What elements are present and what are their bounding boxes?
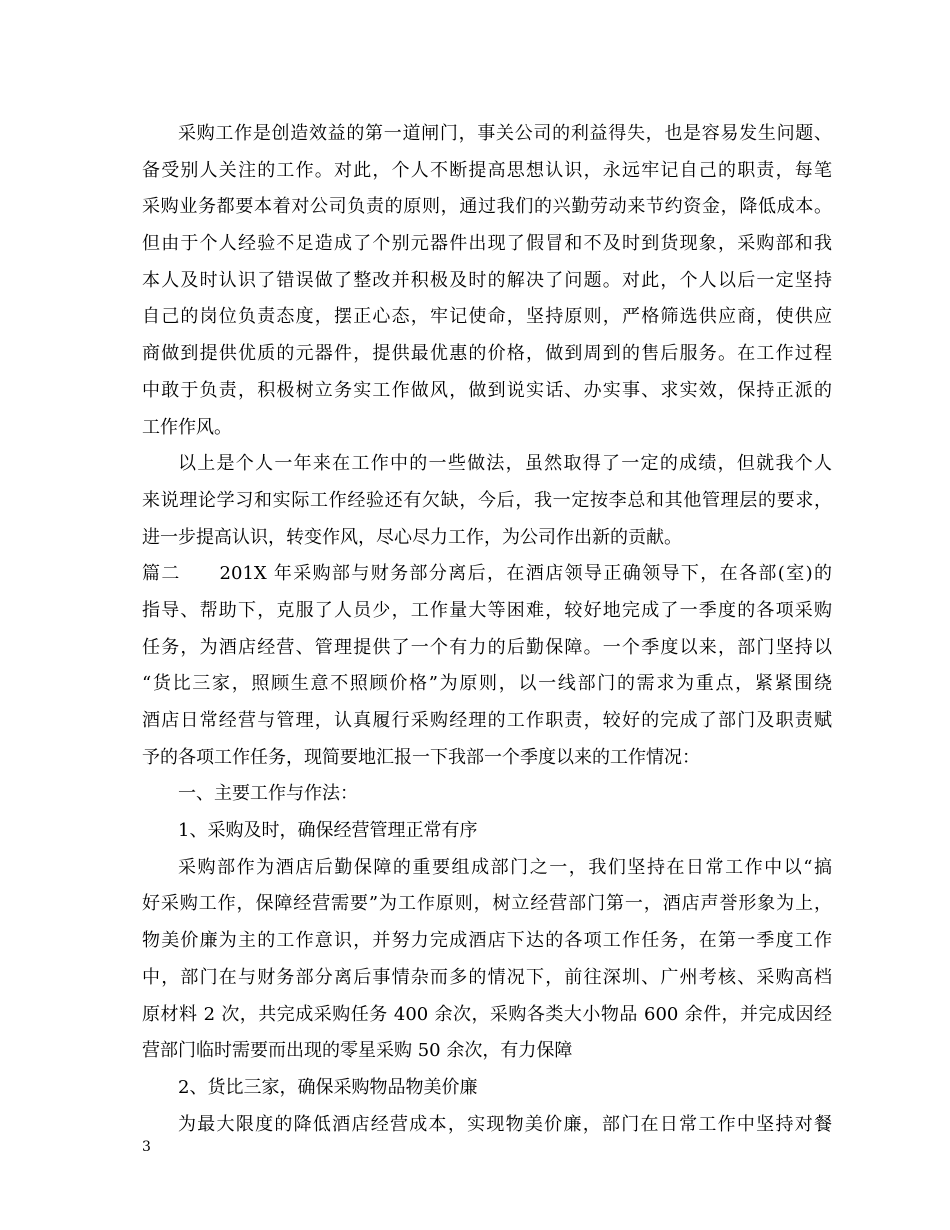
text-line: 好采购工作，保障经营需要”为工作原则，树立经营部门第一，酒店声誉形象为上， [142,893,832,915]
text-line: 工作作风。 [142,416,232,438]
text-line: 1、采购及时，确保经营管理正常有序 [178,820,478,842]
text-line: 以上是个人一年来在工作中的一些做法，虽然取得了一定的成绩，但就我个人 [178,453,832,475]
text-line: 本人及时认识了错误做了整改并积极及时的解决了问题。对此，个人以后一定坚持 [142,269,832,291]
text-line: 原材料 2 次，共完成采购任务 400 余次，采购各类大小物品 600 余件，并完成因经 [142,1003,832,1025]
text-line: 中，部门在与财务部分离后事情杂而多的情况下，前往深圳、广州考核、采购高档 [142,966,832,988]
text-line: 进一步提高认识，转变作风，尽心尽力工作，为公司作出新的贡献。 [142,526,682,548]
body-text [142,116,832,1143]
text-line: 采购部作为酒店后勤保障的重要组成部门之一，我们坚持在日常工作中以“搞 [178,856,832,878]
text-line: 来说理论学习和实际工作经验还有欠缺，今后，我一定按李总和其他管理层的要求， [142,489,832,511]
text-line: 营部门临时需要而出现的零星采购 50 余次，有力保障 [142,1040,573,1062]
text-line: 2、货比三家，确保采购物品物美价廉 [178,1076,478,1098]
page-number: 3 [142,1139,151,1155]
text-line: 篇二 201X 年采购部与财务部分离后，在酒店领导正确领导下，在各部(室)的 [142,563,832,585]
text-line: 一、主要工作与作法： [178,783,358,805]
text-line: 物美价廉为主的工作意识，并努力完成酒店下达的各项工作任务，在第一季度工作 [142,930,832,952]
text-line: 但由于个人经验不足造成了个别元器件出现了假冒和不及时到货现象，采购部和我 [142,233,832,255]
text-line: 采购工作是创造效益的第一道闸门，事关公司的利益得失，也是容易发生问题、 [178,123,832,144]
text-line: 指导、帮助下，克服了人员少，工作量大等困难，较好地完成了一季度的各项采购 [142,599,832,621]
text-line: 商做到提供优质的元器件，提供最优惠的价格，做到周到的售后服务。在工作过程 [142,343,832,365]
text-line: 自己的岗位负责态度，摆正心态，牢记使命，坚持原则，严格筛选供应商，使供应 [142,306,832,328]
text-line: 予的各项工作任务，现简要地汇报一下我部一个季度以来的工作情况： [142,746,700,768]
text-line: 备受别人关注的工作。对此，个人不断提高思想认识，永远牢记自己的职责，每笔 [142,159,832,181]
text-line: “货比三家，照顾生意不照顾价格”为原则，以一线部门的需求为重点，紧紧围绕 [142,673,832,695]
text-line: 为最大限度的降低酒店经营成本，实现物美价廉，部门在日常工作中坚持对餐 [178,1113,832,1135]
text-line: 任务，为酒店经营、管理提供了一个有力的后勤保障。一个季度以来，部门坚持以 [142,636,832,658]
text-line: 酒店日常经营与管理，认真履行采购经理的工作职责，较好的完成了部门及职责赋 [142,710,832,731]
text-line: 中敢于负责，积极树立务实工作做风，做到说实话、办实事、求实效，保持正派的 [142,379,832,401]
text-line: 采购业务都要本着对公司负责的原则，通过我们的兴勤劳动来节约资金，降低成本。 [142,196,832,218]
